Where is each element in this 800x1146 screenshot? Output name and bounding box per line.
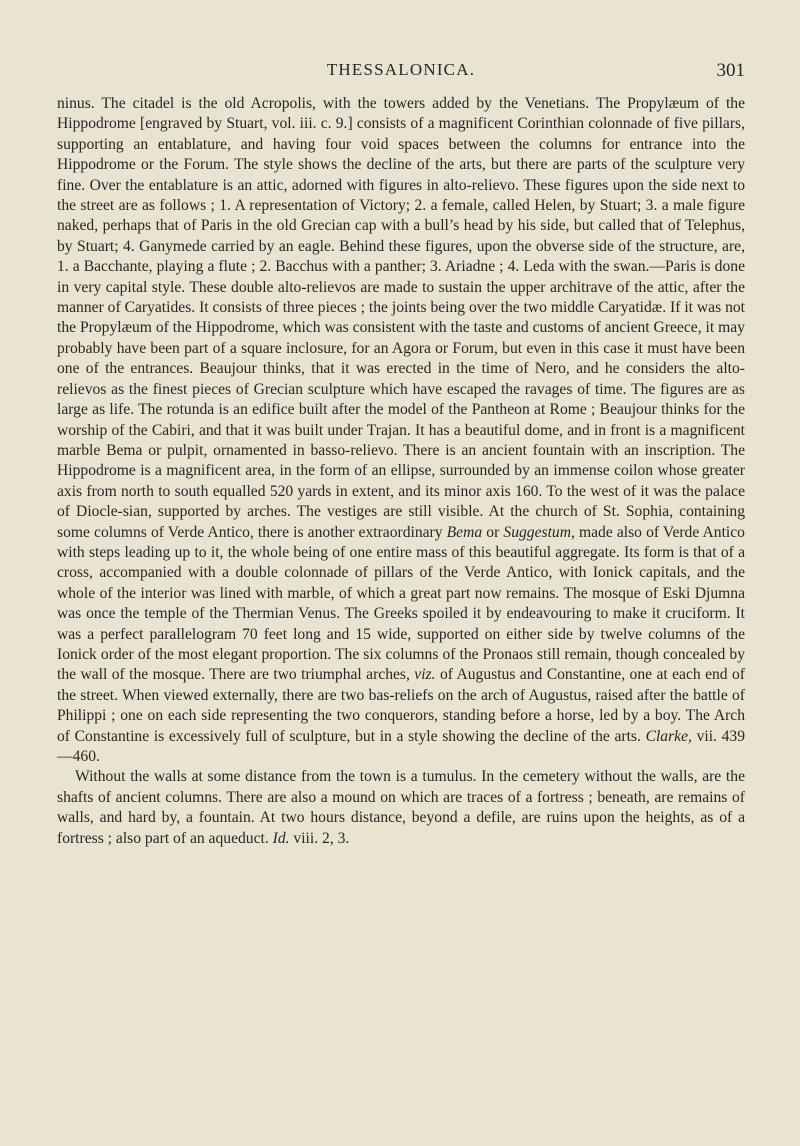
paragraph xyxy=(57,94,745,767)
page-header xyxy=(57,60,745,86)
text-run: Without the walls at some distance from the town is a tumulus. In the cemetery without the walls, are the shafts of ancient columns. There are also a mound on which are traces of a fortress ; beneath, are remains of walls, and hard by, a fountain. At two hours distance, beyond a defile, are ruins upon the heights, as of a fortress ; also part of an aqueduct. xyxy=(57,768,745,847)
italic-run: Suggestum, xyxy=(503,523,575,541)
paragraph xyxy=(57,767,745,849)
italic-run: Clarke, xyxy=(645,727,692,745)
text-run: vii. 439—460. xyxy=(57,727,745,765)
italic-run: viz. xyxy=(414,666,436,684)
italic-run: Id. xyxy=(272,829,290,847)
text-run: made also of Verde Antico with steps leading up to it, the whole being of one entire mass of this beautiful aggregate. Its form is that of a cross, accompanied with a double colonnade of pillars of the Verde Antico, with Ionick capitals, and the whole of the interior was lined with marble, of which a great part now remains. The mosque of Eski Djumna was once the temple of the Thermian Venus. The Greeks spoiled it by endeavouring to make it cruciform. It was a perfect parallelogram 70 feet long and 15 wide, supported on either side by twelve columns of the Ionick order of the most elegant proportion. The six columns of the Pronaos still remain, though concealed by the wall of the mosque. There are two triumphal arches, xyxy=(57,523,745,684)
body-text xyxy=(57,94,745,849)
italic-run: Bema xyxy=(446,523,483,541)
text-run: ninus. The citadel is the old Acropolis, with the towers added by the Venetians. The Propylæum of the Hippodrome [engraved by Stuart, vol. iii. c. 9.] consists of a magnificent Corinthian colonnade of five pillars, supporting an entablature, and having four void spaces between the columns for entrance into the Hippodrome or the Forum. The style shows the decline of the arts, but there are parts of the sculpture very fine. Over the entablature is an attic, adorned with figures in alto-relievo. These figures upon the side next to the street are as follows ; 1. A representation of Victory; 2. a female, called Helen, by Stuart; 3. a male figure naked, perhaps that of Paris in the old Grecian cap with a bull’s head by his side, but called that of Telephus, by Stuart; 4. Ganymede carried by an eagle. Behind these figures, upon the obverse side of the structure, are, 1. a Bacchante, playing a flute ; 2. Bacchus with a panther; 3. Ariadne ; 4. Leda with the swan.—Paris is done in very capital style. These double alto-relievos are made to sustain the upper architrave of the attic, after the manner of Caryatides. It consists of three pieces ; the joints being over the two middle Caryatidæ. If it was not the Propylæum of the Hippodrome, which was consistent with the taste and customs of ancient Greece, it may probably have been part of a square inclosure, for an Agora or Forum, but even in this case it must have been one of the entrances. Beaujour thinks, that it was erected in the time of Nero, and he considers the alto-relievos as the finest pieces of Grecian sculpture which have escaped the ravages of time. The figures are as large as life. The rotunda is an edifice built after the model of the Pantheon at Rome ; Beaujour thinks for the worship of the Cabiri, and that it was built under Trajan. It has a beautiful dome, and in front is a magnificent marble Bema or pulpit, ornamented in basso-relievo. There is an ancient fountain with an inscription. The Hippodrome is a magnificent area, in the form of an ellipse, surrounded by an immense coilon whose greater axis from north to south equalled 520 yards in extent, and its minor axis 160. To the west of it was the palace of Diocle-sian, supported by arches. The vestiges are still visible. At the church of St. Sophia, containing some columns of Verde Antico, there is another extraordinary xyxy=(57,95,745,541)
text-run: of Augustus and Constantine, one at each end of the street. When viewed externally, there are two bas-reliefs on the arch of Augustus, raised after the battle of Philippi ; one on each side representing the two conquerors, standing before a horse, led by a boy. The Arch of Constantine is excessively full of sculpture, but in a style showing the decline of the arts. xyxy=(57,666,745,745)
page-number: 301 xyxy=(716,60,745,81)
text-run: or xyxy=(482,523,504,541)
running-title: THESSALONICA. xyxy=(326,60,476,79)
text-run: viii. 2, 3. xyxy=(289,829,350,847)
